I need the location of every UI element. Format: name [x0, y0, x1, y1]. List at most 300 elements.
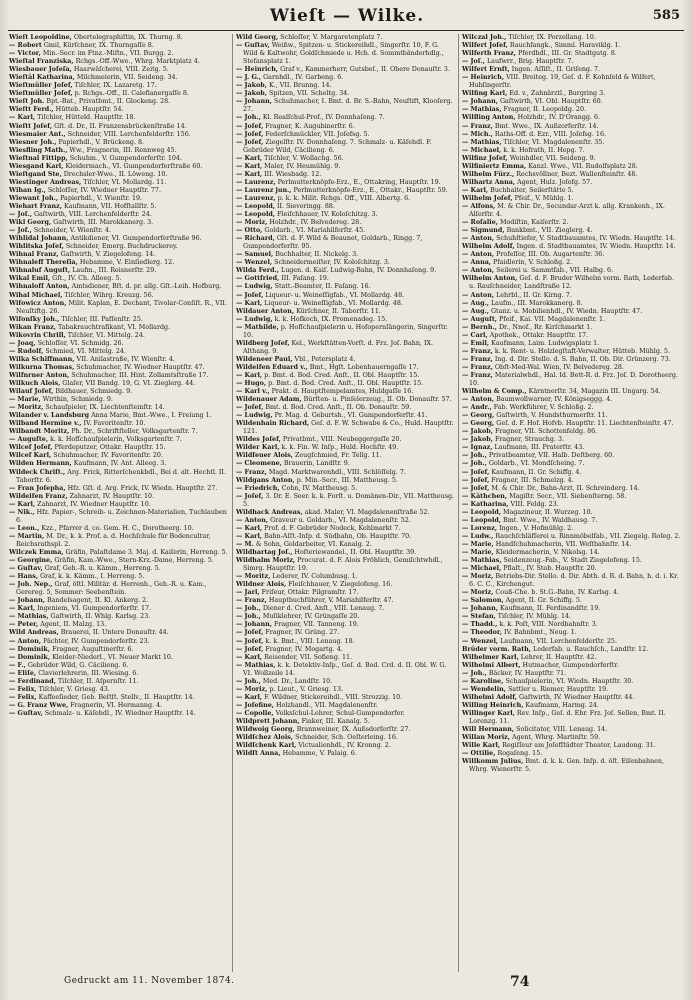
entry-name: — Hans,	[9, 573, 39, 581]
entry-details: Obertelegraphiſtin, IX. Thurng. 8.	[71, 34, 183, 41]
directory-entry	[9, 340, 229, 348]
entry-name: — Guſtav,	[236, 42, 270, 50]
directory-entry	[9, 662, 229, 670]
entry-name: — Mathias,	[462, 106, 502, 114]
entry-details: Kzz., Pfarrer d. co. Gem. H. C., Dorotheerg. 10.	[39, 524, 194, 532]
entry-name: — Ferdinand,	[9, 677, 56, 685]
entry-details: Schuhmacher, IV. Wiedner Hauptſtr. 47.	[74, 363, 205, 371]
entry-details: Rogaſeng. 15.	[495, 750, 543, 758]
entry-name: — Franz,	[462, 355, 493, 363]
entry-name: Wilhelmi Albert,	[462, 661, 521, 669]
entry-details: Fragner, VII. Schottenfeldg. 86.	[492, 428, 598, 436]
entry-name: Wilczal Joh.,	[462, 34, 507, 41]
entry-name: — Moriz,	[236, 685, 268, 693]
entry-name: — Johann,	[236, 98, 272, 106]
entry-name: Wildeneer Paul,	[236, 355, 293, 363]
directory-entry	[236, 460, 455, 468]
entry-details: Tiſchler, IX. Porzellang. 10.	[506, 34, 596, 41]
entry-name: Wiesner Joh.,	[9, 138, 57, 146]
entry-details: Tabakrauchtrafikant, VI. Mollardg.	[56, 323, 171, 331]
entry-name: Wihlitska Joſef,	[9, 243, 64, 251]
directory-entry	[462, 758, 681, 774]
directory-entry	[9, 525, 229, 533]
entry-details: VII. Anilastraße, IV. Wienſtr. 4.	[74, 355, 175, 363]
entry-name: — Ottilie,	[462, 750, 496, 758]
directory-entry	[236, 493, 455, 509]
entry-name: Wildeifen Franz,	[9, 492, 68, 500]
directory-entry	[9, 203, 229, 211]
entry-details: Fleiſchhauer, V. Ziegelofeng. 16.	[286, 581, 393, 589]
entry-details: Schauſpieler, IX. Liechtenſteinſtr. 14.	[43, 404, 165, 412]
entry-details: Drechsler-Wwe., II. Löweng. 10.	[61, 170, 168, 178]
entry-name: — Wenzel,	[236, 259, 273, 267]
directory-entry	[9, 694, 229, 702]
entry-name: — Joh.,	[236, 605, 261, 613]
directory-entry	[462, 517, 681, 525]
entry-details: Handſchuhmacherin, VII. Weſtbahnſtr. 14.	[493, 540, 632, 548]
entry-details: Schloſſer, IV. Wiedner Hauptſtr. 77.	[45, 186, 161, 194]
entry-name: — Fran Joſepha,	[9, 484, 66, 492]
entry-name: Wildauer Anton,	[236, 307, 295, 315]
entry-details: Weißw., Spitzen- u. Stickereihdl., Singerſtr. 10, F. G. Wild & Kaltwohr, Goldſchmiede u. Hch. d. Sommtbänderhdlg., Stefansplatz 1.	[243, 42, 444, 66]
entry-name: — Karl,	[9, 500, 36, 508]
directory-entry	[9, 356, 229, 364]
entry-details: Solicitator, VIII. Lenaug. 14.	[514, 726, 608, 734]
entry-details: Schauſpielerin, VI. Wiedn. Hauptſtr. 30.	[503, 677, 634, 685]
directory-entry	[462, 364, 681, 372]
entry-name: — G. Franz Wwe,	[9, 701, 69, 709]
entry-name: Wildberg Joſef,	[236, 339, 290, 347]
entry-name: — Wendelin,	[462, 685, 506, 693]
directory-entry	[236, 114, 455, 122]
entry-name: — Michael,	[462, 146, 502, 154]
entry-details: Tiſchler, III. Pafſenſtr. 25.	[59, 315, 143, 323]
entry-details: Papierhdl., V. Wienſtr. 19.	[58, 194, 143, 202]
entry-details: k. k. Hofrath, II. Hepg. 7.	[501, 146, 585, 154]
entry-details: Fleiſchhauer, IV. Koloſchitzg. 3.	[275, 211, 378, 219]
page-number: 585	[652, 8, 680, 23]
entry-name: — Joſef,	[236, 130, 264, 138]
directory-entry	[462, 654, 681, 662]
directory-entry	[9, 324, 229, 332]
entry-name: — Moriz,	[236, 219, 268, 227]
directory-entry	[9, 485, 229, 493]
entry-name: — J. G.,	[236, 74, 262, 82]
entry-name: — Leopold,	[462, 508, 502, 516]
entry-name: — Martin,	[9, 532, 45, 540]
entry-details: Tiſchler, V. Wollachg. 56.	[262, 154, 344, 162]
entry-details: Ingen. d. Stadtbauamtes, IV. Wiedn. Hauptſtr. 14.	[514, 243, 676, 251]
directory-column-1	[6, 34, 232, 972]
entry-name: — Karl,	[236, 162, 263, 170]
directory-entry	[9, 163, 229, 171]
entry-name: — Joſef,	[236, 138, 264, 146]
entry-details: IV. Favoritenſtr. 10.	[81, 420, 146, 428]
directory-entry	[236, 139, 455, 155]
entry-name: Wihnalofſ Anton,	[9, 283, 70, 291]
entry-details: Hebamme, V. Palaig. 6.	[280, 750, 357, 758]
entry-name: Wild Andreas,	[9, 629, 59, 637]
entry-details: Bpt.-Bat., Privatbmt., II. Glockeng. 28.	[44, 98, 171, 106]
entry-name: Wildner Alois,	[236, 581, 287, 589]
entry-name: Wilauf Joſef,	[9, 388, 54, 396]
entry-name: — Thadd.,	[462, 621, 498, 629]
entry-name: — Felix,	[9, 685, 37, 693]
entry-details: Schneider, V. Wienſtr. 4.	[31, 227, 111, 235]
entry-details: Kaffeeſieder, Geb. Beſtſt. Stellv., II. Hauptſtr. 14.	[36, 693, 195, 701]
entry-name: — Emil,	[462, 339, 490, 347]
entry-details: Gſt. d. Dr., II. Franzensbrückenſtraße 14.	[52, 122, 187, 130]
entry-details: Hauptbuchführer, V. Mariahilferſtr. 47.	[266, 597, 394, 605]
directory-entry	[462, 155, 681, 163]
directory-entry	[462, 74, 681, 90]
entry-name: — Nik.,	[9, 508, 35, 516]
entry-details: Rchgs.-Off.-Wwe., Whrg. Marktplatz 4.	[73, 58, 200, 66]
entry-name: Wieſt Leopoldine,	[9, 34, 72, 41]
entry-details: Gtanz. u. Mobilienhdl., IV. Wiedn. Hauptſtr. 47.	[488, 307, 643, 315]
entry-name: — Friedrich,	[236, 484, 280, 492]
directory-entry	[236, 211, 455, 219]
entry-name: Wilfinz Joſef,	[462, 154, 508, 162]
entry-details: Tiſchler, Wihrg. Kreuzg. 56.	[62, 291, 154, 299]
entry-details: p. Rchgs.-Off., II. Calefianergaſſe 8.	[72, 90, 189, 98]
entry-details: Fragner, K. Augubinerſtr. 6.	[263, 122, 355, 130]
entry-details: Perlmutterknöpfe-Erz., E., Ottakr., Hauptſtr. 59.	[291, 186, 448, 194]
entry-name: Will Hermann,	[462, 726, 515, 734]
directory-entry	[236, 98, 455, 114]
entry-name: — Joh.,	[462, 460, 487, 468]
entry-details: k. k. Fin. W. Inſp., Huld. Hochſtr. 49.	[279, 444, 399, 452]
entry-name: Wildhartag Joſ.,	[236, 549, 293, 556]
directory-entry	[9, 292, 229, 300]
directory-entry	[9, 686, 229, 694]
directory-entry	[462, 235, 681, 243]
entry-name: — Gottfried,	[236, 275, 280, 283]
entry-name: Wiehart Franz,	[9, 202, 62, 210]
directory-entry	[462, 114, 681, 122]
directory-entry	[462, 525, 681, 533]
entry-details: Kaufmann, II. Ferdinandſtr. 19.	[497, 605, 601, 613]
entry-name: — Guſtav,	[9, 565, 43, 573]
entry-name: — Joh.,	[236, 677, 261, 685]
entry-name: — Johann,	[9, 597, 45, 605]
directory-entry	[462, 275, 681, 291]
entry-name: — Georg,	[462, 412, 495, 420]
entry-name: Wilkurna Thomas,	[9, 363, 75, 371]
entry-name: Wihnaleff Thereſia,	[9, 259, 78, 267]
entry-details: Apothek., Ottakr. Hauptſtr. 17.	[487, 331, 589, 339]
entry-name: Wilbandt Moritz,	[9, 428, 70, 436]
directory-entry	[462, 404, 681, 412]
entry-details: Gaſtwirth, VI. Obl. Hauptſtr. 60.	[497, 98, 603, 106]
directory-entry	[9, 332, 229, 340]
entry-details: Rev. Inſp., Geſ. d. Ehr. Frz. Joſ. Sellen, Bmt. II. Lorenzg. 11.	[469, 709, 666, 725]
directory-entry	[236, 718, 455, 726]
entry-details: Reisender, VII. Sofieng. 11.	[262, 653, 353, 661]
entry-details: Privatbeamter, VII. Halb. Deſtberg. 60.	[486, 452, 615, 460]
entry-details: Schneider, VIII. Lerchenfelderſtr. 156.	[65, 130, 191, 138]
entry-name: — Mathilde,	[236, 323, 279, 331]
entry-details: p. Hofſchauſpielerin u. Hofopernſängerin, Singerſtr. 10.	[243, 323, 448, 339]
entry-name: — Hugo,	[236, 380, 267, 388]
directory-entry	[236, 163, 455, 171]
entry-name: — Karl,	[236, 653, 263, 661]
entry-name: Wihnaluf Auguſt,	[9, 267, 71, 275]
entry-name: Wilden Hermann,	[9, 460, 72, 468]
entry-details: Graf, öſtl. Militär. d. Herrenh., Geh.-R. u. Kam., Gerereg. 5, Sommer: Seebenſtein.	[16, 581, 207, 597]
entry-name: — Rudolf,	[9, 347, 44, 355]
directory-entry	[9, 702, 229, 710]
directory-entry	[236, 533, 455, 541]
directory-entry	[462, 203, 681, 219]
directory-entry	[9, 629, 229, 637]
directory-entry	[9, 58, 229, 66]
entry-name: Wilcef Karl,	[9, 452, 52, 460]
entry-details: Kl. Realſchul-Prof., IV. Donnhaſeng. 7.	[260, 114, 385, 122]
entry-name: Wieſtnal Fittipp,	[9, 154, 68, 162]
entry-name: — Theodor,	[462, 629, 502, 637]
directory-entry	[462, 702, 681, 710]
entry-details: Rauchfangk., Simml. Haraviklg. 1.	[507, 42, 621, 50]
entry-name: Wildfeuer Alois,	[236, 452, 293, 460]
entry-name: — Anton,	[462, 267, 495, 275]
entry-name: — Auguſt,	[462, 315, 498, 323]
entry-name: — Heinrich,	[462, 74, 505, 82]
entry-details: Buchhalter, Seilerſtätte 5.	[488, 186, 574, 194]
entry-name: Wildſchenk Karl,	[236, 742, 297, 750]
entry-name: — Copolle,	[236, 709, 274, 717]
directory-entry	[462, 372, 681, 388]
entry-name: — Mathias,	[462, 138, 502, 146]
directory-entry	[462, 477, 681, 485]
entry-name: — Jakob,	[236, 82, 267, 90]
entry-details: Buchhalter, II. Nickelg. 3.	[273, 251, 359, 259]
entry-details: p. Lieut., V. Griesg. 13.	[267, 685, 343, 693]
entry-details: Magazineur, II. Wurzeg. 10.	[501, 508, 593, 516]
entry-name: — Joſef,	[236, 637, 264, 645]
directory-entry	[236, 654, 455, 662]
entry-name: — Johann,	[462, 605, 498, 613]
entry-details: Schloſſer, VI. Schmidg. 26.	[35, 339, 124, 347]
entry-details: Hebamme, V. Einſiedlerg. 12.	[77, 259, 175, 267]
directory-entry	[462, 638, 681, 646]
directory-entry	[462, 678, 681, 686]
entry-name: — Dominik,	[9, 645, 51, 653]
directory-entry	[236, 292, 455, 300]
directory-entry	[462, 750, 681, 758]
entry-name: — Moriz,	[462, 589, 494, 597]
entry-name: — Mathias,	[462, 557, 502, 565]
entry-details: Ingen. Aſſiſt., II. Griſeng. 7.	[509, 66, 601, 74]
entry-details: Holzhdr., IV. D'Orangg. 6.	[515, 114, 601, 122]
entry-details: Kleidermacherin, V. Nikolsg. 14.	[493, 549, 600, 556]
entry-details: p. k. k. Milit. Rchgs. Off., VIII. Albertg. 6.	[275, 194, 411, 202]
entry-details: Fiaker, III. Kanalg. 5.	[299, 717, 370, 725]
entry-details: III. Faſang. 19.	[279, 275, 329, 283]
entry-details: Haarwäſcherei, VIII. Zeitg. 5.	[71, 66, 169, 74]
directory-entry	[236, 750, 455, 758]
entry-name: — Karl,	[236, 371, 263, 379]
entry-name: — Aug.,	[462, 299, 489, 307]
entry-details: Magiſtr. Secr., VII. Siebenſterng. 58.	[507, 492, 627, 500]
entry-details: Ed. v., Zahnärztl., Burgring 3.	[507, 90, 606, 98]
directory-entry	[462, 195, 681, 203]
entry-details: Schuhm., V. Gumpendorferſtr. 104.	[67, 154, 182, 162]
entry-details: Gaſtwirth, V. Ziegelofeng. 14.	[58, 251, 156, 259]
directory-entry	[9, 131, 229, 139]
entry-details: Bmt. d. k. k. Gen. Inſp. d. öſt. Eiſenbahnen, Whrg. Wienerſtr. 5.	[469, 758, 664, 774]
entry-name: — Anton,	[236, 516, 269, 524]
entry-name: — Jakob,	[236, 90, 267, 98]
entry-details: Gſt., IV. Ch. Alleeg. 5.	[50, 275, 122, 283]
entry-name: — Peter,	[9, 621, 39, 629]
entry-details: Arg. Frick, Ritterſchenkbdl., Bei d. alt. Hechtl. II. Taborſtr. 6.	[16, 468, 226, 484]
entry-details: Wirthin, Schmiedg. 9.	[40, 396, 113, 404]
entry-details: Bandelsagent, II. Kl. Ankerg. 2.	[44, 597, 149, 605]
directory-entry	[9, 235, 229, 243]
entry-name: — Joſef,	[236, 645, 264, 653]
directory-entry	[9, 155, 229, 163]
entry-details: Hfz. Papier-, Schreib- u. Zeichnen-Materialien, Tuchlauben 6.	[16, 508, 227, 524]
entry-details: Brannweiner, IX. Außsdorferſtr. 27.	[294, 726, 411, 734]
entry-name: — Karl,	[236, 532, 263, 540]
entry-name: Wilczek Emma,	[9, 549, 64, 556]
directory-entry	[462, 694, 681, 702]
directory-entry	[9, 565, 229, 573]
entry-details: p. Bmt. d. Bod. Cred. Anſt., II. Obl. Hauptſtr. 15.	[262, 371, 420, 379]
directory-entry	[9, 147, 229, 155]
directory-entry	[236, 710, 455, 718]
entry-details: Gaſtwirth, IV. Wiedner Hauptſtr. 44.	[517, 693, 635, 701]
directory-entry	[462, 131, 681, 139]
entry-details: Schloſſer, V. Margaretenplatz 7.	[278, 34, 383, 41]
entry-details: Schuhmacher, IV. Favoritenſtr. 20.	[51, 452, 163, 460]
directory-entry	[462, 300, 681, 308]
entry-name: — Joaq,	[9, 339, 36, 347]
entry-details: Prof. d. F. Gebrüder Nodeck, Kohlmarkt 7.	[262, 524, 401, 532]
directory-entry	[462, 163, 681, 171]
entry-name: — Joh.,	[462, 669, 487, 677]
directory-entry	[462, 316, 681, 324]
directory-entry	[9, 227, 229, 235]
directory-entry	[236, 324, 455, 340]
entry-details: Bmt., Hgſt. Lobenhauerngaſſe 17.	[307, 363, 419, 371]
entry-name: — Anton,	[9, 637, 42, 645]
entry-name: Wifowicz Anton,	[9, 299, 67, 307]
entry-name: — Joſef,	[236, 492, 264, 500]
entry-details: Laufwrr., Brig. Hauptſtr. 7.	[484, 58, 574, 66]
entry-name: — Salomon,	[462, 597, 504, 605]
entry-name: — Robert	[9, 42, 42, 50]
entry-details: 3. Dr. E. Seer. k. k. Forſt. u. Domänen-Dir., VII. Mattheusg. 5.	[243, 492, 455, 508]
entry-details: Federſchmückler, VII. Joſefsg. 5.	[263, 130, 370, 138]
entry-details: Fragner, VII. Tanneng. 19.	[271, 621, 359, 629]
entry-name: — Stefan,	[462, 613, 496, 621]
entry-name: — Käthchen,	[462, 492, 508, 500]
entry-details: Agent, II. Malzg. 13.	[38, 621, 107, 629]
directory-entry	[462, 629, 681, 637]
entry-name: — Karl,	[462, 186, 489, 194]
entry-name: — Karl,	[236, 154, 263, 162]
entry-name: — Franz,	[462, 122, 493, 130]
entry-details: Liqueur- u. Weineſſigfab., VI. Mollardg. 48.	[262, 299, 403, 307]
directory-entry	[9, 42, 229, 50]
entry-name: Wieſtt Ferd.,	[9, 106, 54, 114]
directory-entry	[9, 114, 229, 122]
entry-details: Kürſchner, II. Taborſtr. 11.	[294, 307, 381, 315]
directory-entry	[462, 34, 681, 42]
directory-column-2	[232, 34, 458, 972]
directory-entry	[236, 420, 455, 436]
directory-entry	[236, 235, 455, 251]
entry-name: — Anna,	[462, 259, 492, 267]
entry-name: Wildwoig Georg,	[236, 726, 295, 734]
entry-details: Tiſchler, VI. Mollardg. 11.	[81, 178, 167, 186]
directory-entry	[9, 388, 229, 396]
entry-name: — Karoline,	[462, 677, 504, 685]
directory-entry	[236, 549, 455, 557]
entry-name: — Joh.,	[236, 613, 261, 621]
entry-details: p. Min.-Secr., III. Mattheusg. 5.	[294, 476, 398, 484]
entry-details: Pächter, IV. Gumpendorferſtr. 23.	[41, 637, 150, 645]
entry-details: Tiſchler, VI. Magdalenenſtr. 35.	[501, 138, 605, 146]
entry-details: Profeſſor, III. Ob. Augartenſtr. 36.	[494, 251, 605, 259]
directory-entry	[236, 662, 455, 678]
directory-entry	[9, 179, 229, 187]
entry-details: Kleider-Niederl., VI. Neuer Markt 10.	[50, 653, 173, 661]
directory-entry	[236, 517, 455, 525]
directory-entry	[462, 541, 681, 549]
entry-name: Wiesgand Karl,	[9, 162, 64, 170]
entry-details: Graf, Geh.-R. u. Kämm., Herreng. 5.	[42, 565, 161, 573]
directory-entry	[462, 348, 681, 356]
entry-details: Friſeur, Ottakr. Pilgramſtr. 17.	[259, 589, 359, 597]
entry-name: Wilferth Franz,	[462, 50, 516, 58]
entry-name: Wildeck Chriſt.,	[9, 468, 66, 476]
entry-name: — Ludw.,	[462, 532, 494, 540]
entry-details: Schuhmacher, III. Hint. Zollamtsſtraße 17.	[69, 371, 209, 379]
entry-name: — Heinrich,	[236, 66, 279, 74]
directory-entry	[236, 525, 455, 533]
entry-details: Milit. Kaplan, E. Dechant, Tivolar-Conſiſt. R., VII. Neuſtiftg. 26.	[16, 299, 227, 315]
directory-entry	[462, 171, 681, 179]
directory-entry	[236, 686, 455, 694]
entry-name: — Anton,	[462, 291, 495, 299]
entry-name: — Franz,	[462, 347, 493, 355]
entry-details: Fragner, II. Leopoldg. 20.	[501, 106, 587, 114]
entry-name: Wilander v. Landsburg	[9, 412, 90, 420]
directory-entry	[462, 187, 681, 195]
entry-details: k. k. Bmt., VIII. Lenaug. 18.	[263, 637, 355, 645]
entry-details: Victualienhdl., IV. Kronng. 2.	[296, 742, 391, 750]
entry-name: Wilhelm Fürz.,	[462, 170, 515, 178]
entry-details: Schmied, VI. Mittelg. 24.	[43, 347, 126, 355]
entry-name: — Jakob,	[462, 428, 493, 436]
directory-entry	[236, 195, 455, 203]
entry-name: Wilhelm Adolf,	[462, 243, 515, 251]
entry-details: k. k. Poſt, VIII. Nordbahnſtr. 3.	[497, 621, 598, 629]
entry-details: Schuhſtiefer, V. Stadtbauamtes, IV. Wiedn. Hauptſtr. 14.	[494, 235, 676, 243]
entry-details: Brauerei, II. Untere Donauſtr. 44.	[58, 629, 169, 637]
entry-details: F. Wildner, Stickereihdl., VIII. Strozzig. 10.	[262, 693, 403, 701]
directory-entry	[9, 364, 229, 372]
directory-entry	[236, 694, 455, 702]
directory-entry	[462, 686, 681, 694]
entry-details: Anna Marie, Bmt.-Wwe., I. Freiung 1.	[89, 412, 212, 420]
entry-details: Ww., Fragnerin, III. Rennweg 45.	[67, 146, 177, 154]
entry-name: — Moritz,	[9, 404, 44, 412]
entry-name: — Victor,	[9, 50, 41, 58]
